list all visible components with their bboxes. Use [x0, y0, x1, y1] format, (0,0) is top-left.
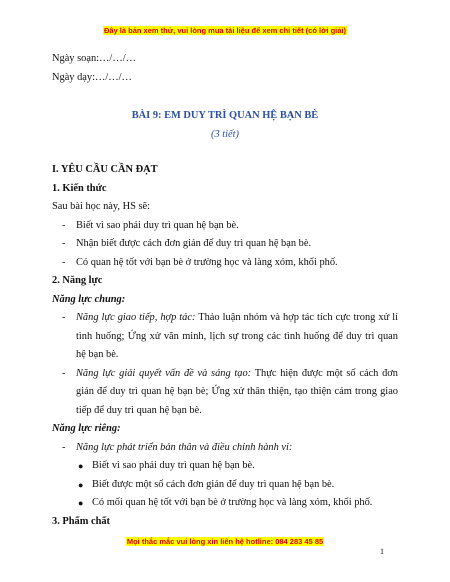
- specific-competence-heading: Năng lực riêng:: [52, 423, 121, 434]
- bullet-item: [52, 457, 398, 476]
- list-item-text: Biết vì sao phải duy trì quan hệ bạn bè.: [76, 219, 239, 231]
- knowledge-intro: Sau bài học này, HS sẽ:: [52, 201, 151, 212]
- competence-heading: 2. Năng lực: [52, 275, 103, 286]
- bullet-icon: ●: [78, 498, 84, 508]
- dash-marker: -: [62, 441, 66, 453]
- list-item: [52, 254, 398, 273]
- dash-marker: -: [62, 367, 66, 379]
- document-body: [52, 50, 398, 531]
- competence-label: Năng lực giao tiếp, hợp tác:: [76, 312, 196, 323]
- section-heading-requirements: I. YÊU CẦU CẦN ĐẠT: [52, 164, 158, 175]
- list-item: [52, 217, 398, 236]
- bullet-item: [52, 476, 398, 495]
- date-taught: Ngày dạy:…/…/…: [52, 71, 132, 83]
- qualities-heading: 3. Phẩm chất: [52, 515, 111, 527]
- bullet-item: [52, 494, 398, 513]
- hotline-banner: Mọi thắc mắc vui lòng xin liên hệ hotline: 084 283 45 85: [126, 537, 324, 546]
- specific-competence-sub: Năng lực phát triển bản thân và điều chỉnh hành vi:: [76, 441, 293, 453]
- list-item-text: Nhận biết được cách đơn giản để duy trì quan hệ bạn bè.: [76, 238, 312, 249]
- bullet-text: Có mối quan hệ tốt với bạn bè ở trường học và làng xóm, khối phố.: [92, 497, 373, 508]
- bullet-text: Biết vì sao phải duy trì quan hệ bạn bè.: [92, 460, 255, 471]
- dash-marker: -: [62, 312, 66, 323]
- list-item-text: Có quan hệ tốt với bạn bè ở trường học và làng xóm, khối phố.: [76, 256, 338, 268]
- competence-label: Năng lực giải quyết vấn đề và sáng tạo:: [76, 367, 252, 379]
- page-number: 1: [380, 547, 384, 556]
- preview-banner: Đây là bản xem thử, vui lòng mua tài liệu để xem chi tiết (có lời giải): [103, 26, 347, 35]
- knowledge-heading: 1. Kiến thức: [52, 182, 107, 194]
- date-prepared: Ngày soạn:…/…/…: [52, 53, 136, 64]
- general-competence-heading: Năng lực chung:: [52, 293, 126, 305]
- dash-marker: -: [62, 238, 66, 249]
- competence-text: Thảo luận nhóm và hợp tác tích cực trong xử lí tình huống; Ứng xử văn minh, lịch sự trong các tình huống để duy trì quan hệ bạn bè.: [76, 312, 398, 360]
- competence-text: Thực hiện được một số cách đơn giản để duy trì quan hệ bạn bè; Ứng xử thân thiện, tạo thiện cảm trong giao tiếp để duy trì quan hệ bạn bè.: [76, 367, 398, 416]
- dash-marker: -: [62, 256, 66, 268]
- lesson-title: BÀI 9: EM DUY TRÌ QUAN HỆ BẠN BÈ: [131, 110, 319, 121]
- list-item: [52, 365, 398, 421]
- list-item: [52, 309, 398, 365]
- list-item: [52, 235, 398, 254]
- lesson-duration: (3 tiết): [211, 128, 239, 140]
- list-item: [52, 439, 398, 458]
- dash-marker: -: [62, 219, 66, 231]
- bullet-icon: ●: [78, 461, 84, 471]
- bullet-icon: ●: [78, 479, 84, 490]
- bullet-text: Biết được một số cách đơn giản để duy trì quan hệ bạn bè.: [92, 478, 335, 490]
